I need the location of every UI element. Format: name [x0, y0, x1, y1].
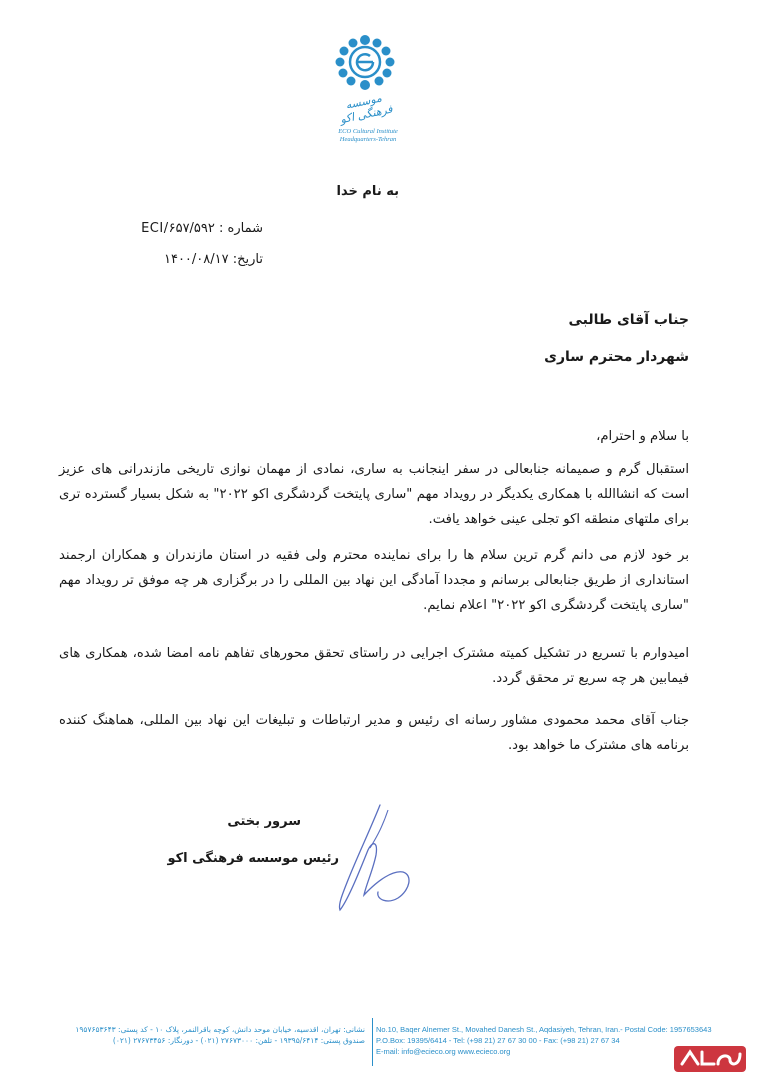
- footer-address-persian: [75, 1024, 365, 1046]
- number-value: ECI/۶۵۷/۵۹۲: [141, 221, 215, 236]
- logo-english-line-2: Headquarters-Tehran: [339, 136, 397, 143]
- greeting: با سلام و احترام،: [596, 429, 689, 444]
- recipient-title: شهردار محترم ساری: [544, 349, 689, 365]
- letter-date: [164, 252, 263, 267]
- paragraph-1: استقبال گرم و صمیمانه جنابعالی در سفر اینجانب به ساری، نمادی از مهمان نوازی تاریخی مازندرانی های عزیز است که انشاالله با همکاری یکدیگر در رویداد مهم "ساری پایتخت گردشگری اکو ۲۰۲۲" به شکل بسیار گسترده تری برای ملتهای منطقه اکو تجلی عینی خواهد یافت.: [59, 462, 689, 527]
- signatory-name: سرور بختی: [227, 814, 301, 829]
- footer-address-english: [376, 1024, 712, 1057]
- footer-fa-address: نشانی: تهران، اقدسیه، خیابان موحد دانش، کوچه باقرالنمر، پلاک ۱۰ - کد پستی: ۱۹۵۷۶۵۳۶۴۳: [75, 1025, 365, 1034]
- paragraph-4: جناب آقای محمد محمودی مشاور رسانه ای رئیس و مدیر ارتباطات و تبلیغات این نهاد بین المللی، هماهنگ کننده برنامه های مشترک ما خواهد بود.: [59, 713, 689, 753]
- paragraph-2: بر خود لازم می دانم گرم ترین سلام ها را برای نماینده محترم ولی فقیه در استان مازندران و همکاران ارجمند استانداری از طریق جنابعالی برسانم و مجددا آمادگی این نهاد بین المللی را در برگزاری هر چه موفق تر رویداد مهم "ساری پایتخت گردشگری اکو ۲۰۲۲" اعلام نمایم.: [59, 548, 689, 613]
- footer-fa-contact: صندوق پستی: ۱۹۳۹۵/۶۴۱۴ - تلفن: ۲۷۶۷۳۰۰۰ (۰۲۱) - دورنگار: ۲۷۶۷۳۴۵۶ (۰۲۱): [112, 1036, 365, 1045]
- logo-english-line-1: ECO Cultural Institute: [338, 128, 398, 135]
- footer-en-contact: P.O.Box: 19395/6414 - Tel: (+98 21) 27 67 30 00 - Fax: (+98 21) 27 67 34: [376, 1036, 620, 1045]
- letter-number: [141, 221, 263, 236]
- footer-en-address: No.10, Baqer Alnemer St., Movahed Danesh St., Aqdasiyeh, Tehran, Iran.- Postal Code: 1957653643: [376, 1025, 712, 1034]
- watermark-logo: [670, 1040, 750, 1076]
- paragraph-3: امیدوارم با تسریع در تشکیل کمیته مشترک اجرایی در راستای تحقق محورهای تفاهم نامه امضا شده، همکاری های فیمابین هر چه سریع تر محقق گردد.: [59, 646, 689, 686]
- number-label: شماره :: [219, 221, 263, 236]
- logo-persian-text: موسسه فرهنگی اکو: [338, 91, 394, 127]
- signatory-title: رئیس موسسه فرهنگی اکو: [167, 851, 339, 866]
- handwritten-signature: [318, 800, 428, 920]
- basmala-heading: به نام خدا: [336, 184, 399, 199]
- recipient-name: جناب آقای طالبی: [568, 312, 689, 328]
- footer-divider: [372, 1018, 373, 1066]
- footer-en-web: E-mail: info@ecieco.org www.ecieco.org: [376, 1047, 511, 1056]
- date-label: تاریخ:: [232, 252, 263, 267]
- date-value: ۱۴۰۰/۰۸/۱۷: [163, 252, 229, 267]
- logo-english-text: [318, 128, 418, 144]
